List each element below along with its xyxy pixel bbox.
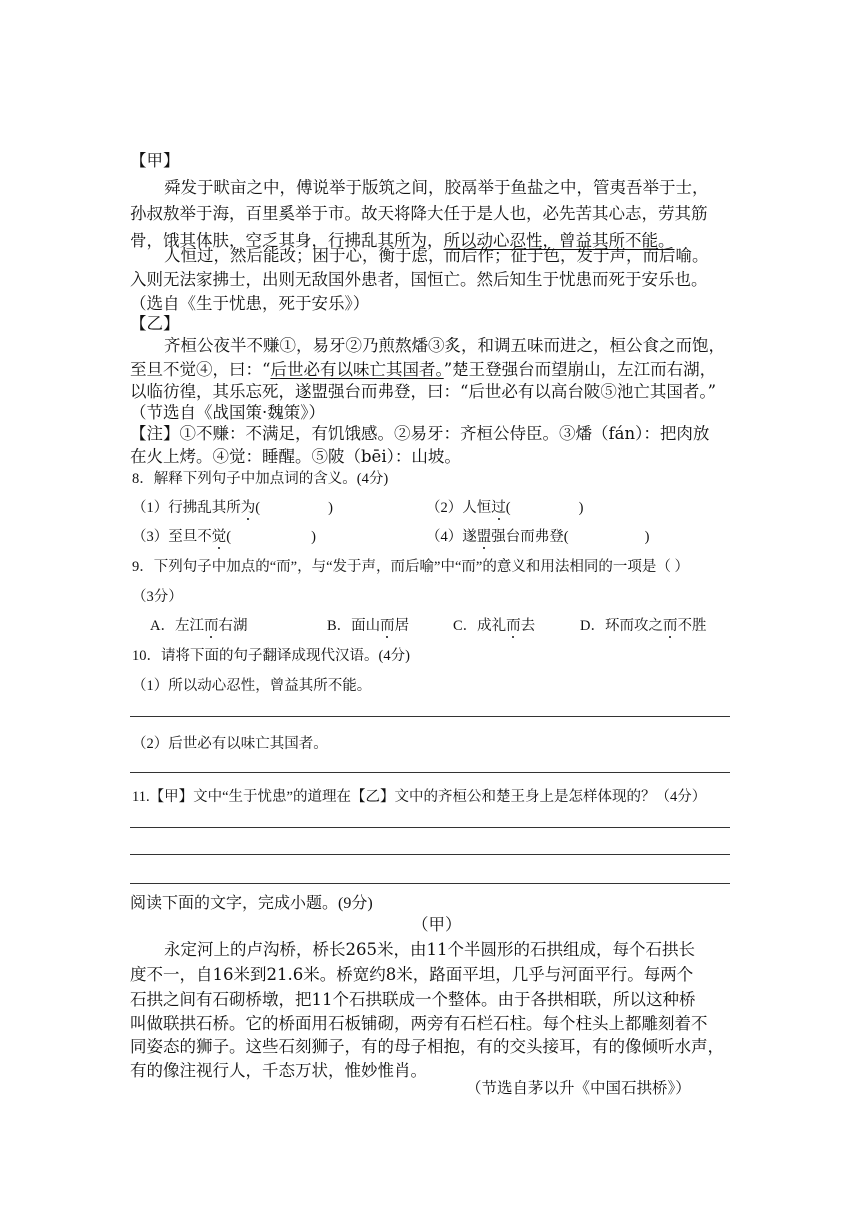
answer-line-q10-2[interactable]	[130, 772, 730, 773]
q9-option-a[interactable]	[150, 614, 247, 635]
q8-item-3	[132, 525, 316, 546]
q9-option-b-post: 居	[394, 618, 410, 634]
section-heading-jia: 【甲】	[130, 151, 180, 170]
yi-line-2	[130, 356, 716, 380]
q11-stem: 11.【甲】文中“生于忧患”的道理在【乙】文中的齐桓公和楚王身上是怎样体现的？（4分）	[132, 789, 707, 805]
q9-option-b[interactable]	[327, 614, 409, 635]
reading-intro: 阅读下面的文字，完成小题。(9分)	[130, 895, 373, 912]
answer-line-q11-3[interactable]	[130, 883, 730, 884]
q8-item-3-dotted: 觉	[211, 529, 227, 545]
q9-option-b-dotted: 而	[380, 618, 395, 634]
jia-line-3-text: 骨，饿其体肤，空乏其身，行拂乱其所为，	[130, 231, 444, 250]
q8-item-1-close: )	[328, 500, 333, 516]
q9-option-a-pre: A．左江	[150, 618, 204, 634]
q10-item-1: （1）所以动心忍性，曾益其所不能。	[132, 678, 372, 694]
q8-item-4-open: 强台而弗登(	[491, 529, 569, 545]
notes-line-1: 【注】①不赚：不满足，有饥饿感。②易牙：齐桓公侍臣。③燔（fán）：把肉放	[130, 424, 710, 443]
reading-heading: （甲）	[412, 915, 462, 934]
jia-line-5: 入则无法家拂士，出则无敌国外患者，国恒亡。然后知生于忧患而死于安乐也。	[130, 270, 708, 289]
q10-stem: 10．请将下面的句子翻译成现代汉语。(4分)	[132, 648, 410, 664]
q9-option-d-pre: D．环而攻之	[580, 618, 663, 634]
answer-line-q10-1[interactable]	[130, 716, 730, 717]
q8-item-2-open: (	[505, 500, 511, 516]
yi-line-2-pre: 至旦不觉④，曰：“	[130, 360, 271, 379]
q8-item-4	[426, 525, 649, 546]
q9-score: （3分）	[132, 589, 183, 605]
q9-option-c-pre: C．成礼	[453, 618, 507, 634]
answer-line-q11-2[interactable]	[130, 854, 730, 855]
q8-item-4-dotted: 盟	[476, 529, 492, 545]
yi-underlined-sentence: 后世必有以味亡其国者。	[270, 360, 444, 379]
section-heading-yi: 【乙】	[130, 314, 180, 333]
q9-option-c-post: 去	[520, 618, 536, 634]
q8-item-3-pre: （3）至旦不	[132, 529, 212, 545]
q9-option-a-post: 右湖	[218, 618, 248, 634]
q10-item-2: （2）后世必有以味亡其国者。	[132, 736, 328, 752]
yi-line-2-post: ”楚王登强台而望崩山，左江而右湖，	[443, 360, 717, 379]
reading-line-5: 同姿态的狮子。这些石刻狮子，有的母子相抱，有的交头接耳，有的像倾听水声，	[130, 1037, 724, 1056]
notes-line-2: 在火上烤。④觉：睡醒。⑤陂（bēi）：山坡。	[130, 447, 461, 466]
q8-item-3-open: (	[226, 529, 232, 545]
q8-item-2-close: )	[578, 500, 584, 516]
q9-option-b-pre: B．面山	[327, 618, 381, 634]
q8-item-1-pre: （1）行拂乱其所	[132, 500, 241, 516]
q8-item-4-close: )	[644, 529, 650, 545]
q8-item-1-dotted: 为	[240, 500, 256, 516]
reading-line-1: 永定河上的卢沟桥，桥长265米，由11个半圆形的石拱组成，每个石拱长	[164, 940, 695, 959]
reading-line-4: 叫做联拱石桥。它的桥面用石板铺砌，两旁有石栏石柱。每个柱头上都雕刻着不	[130, 1014, 708, 1033]
jia-underlined-sentence: 所以动心忍性，曾益其所不能。	[443, 231, 675, 250]
q9-option-c-dotted: 而	[506, 618, 521, 634]
jia-line-2: 孙叔敖举于海，百里奚举于市。故天将降大任于是人也，必先苦其心志，劳其筋	[130, 204, 708, 223]
reading-line-2: 度不一，自16米到21.6米。桥宽约8米，路面平坦，几乎与河面平行。每两个	[130, 965, 694, 984]
yi-source: （节选自《战国策·魏策》）	[130, 403, 325, 422]
q8-item-2	[426, 496, 583, 517]
q8-item-3-close: )	[311, 529, 316, 545]
jia-line-1: 舜发于畎亩之中，傅说举于版筑之间，胶鬲举于鱼盐之中，管夷吾举于士，	[164, 178, 709, 197]
q8-stem: 8．解释下列句子中加点词的含义。(4分)	[132, 471, 389, 487]
jia-source: （选自《生于忧患，死于安乐》）	[130, 294, 370, 313]
reading-line-3: 石拱之间有石砌桥墩，把11个石拱联成一个整体。由于各拱相联，所以这种桥	[130, 990, 696, 1009]
q9-option-a-dotted: 而	[203, 618, 219, 634]
q9-option-d-post: 不胜	[677, 618, 707, 634]
q9-stem: 9．下列句子中加点的“而”，与“发于声，而后喻”中“而”的意义和用法相同的一项是（ ）	[132, 559, 689, 575]
answer-line-q11-1[interactable]	[130, 827, 730, 828]
q8-item-4-pre: （4）遂	[426, 529, 477, 545]
q8-item-1-open: (	[255, 500, 261, 516]
yi-line-1: 齐桓公夜半不赚①，易牙②乃煎熬燔③炙，和调五味而进之，桓公食之而饱，	[164, 336, 725, 355]
q8-item-2-pre: （2）人恒	[426, 500, 492, 516]
q9-option-d-dotted: 而	[662, 618, 678, 634]
q9-option-d[interactable]	[580, 614, 706, 635]
q8-item-1	[132, 496, 333, 517]
q9-option-c[interactable]	[453, 614, 535, 635]
yi-line-3: 以临彷徨，其乐忘死，遂盟强台而弗登，曰：“后世必有以高台陂⑤池亡其国者。”	[130, 382, 717, 401]
q8-item-2-dotted: 过	[491, 500, 506, 516]
reading-line-6: 有的像注视行人，千态万状，惟妙惟肖。	[130, 1061, 427, 1080]
jia-line-4: 人恒过，然后能改；困于心，衡于虑，而后作；征于色，发于声，而后喻。	[164, 246, 709, 265]
reading-source: （节选自茅以升《中国石拱桥》）	[466, 1079, 691, 1097]
